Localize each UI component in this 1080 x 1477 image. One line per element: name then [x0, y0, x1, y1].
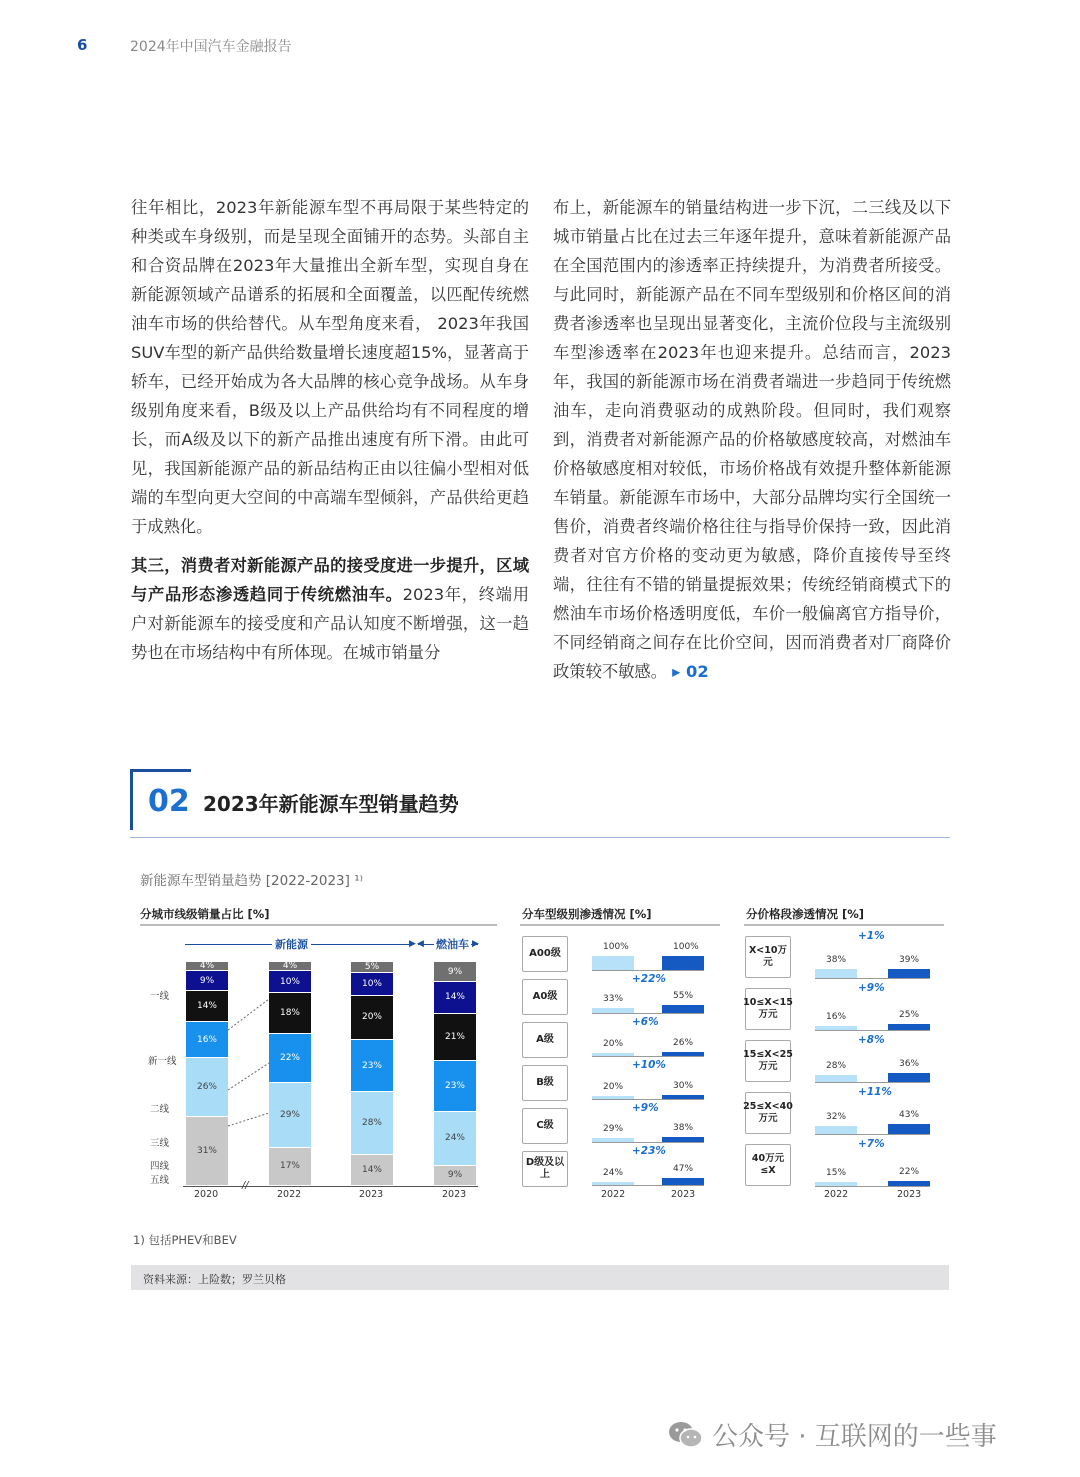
page-number: 6 — [77, 36, 88, 54]
bar-segment: 31% — [186, 1117, 228, 1185]
ice-group-label: 燃油车 — [436, 938, 469, 951]
bar-segment: 26% — [186, 1058, 228, 1115]
bar-segment: 17% — [269, 1148, 311, 1185]
bar-segment: 9% — [186, 971, 228, 990]
arrow-right-icon: ▶ — [472, 939, 479, 949]
bar-value-label: 25% — [899, 1010, 920, 1020]
bar-segment: 22% — [269, 1034, 311, 1082]
bar-segment: 5% — [351, 962, 393, 972]
paragraph-rest: 2023年，终端用户对新能源车的接受度和产品认知度不断增强，这一趋势也在市场结构中有所体现。在城市销量分 — [131, 585, 529, 662]
bar-segment: 14% — [351, 1155, 393, 1185]
bar-segment: 23% — [351, 1040, 393, 1091]
wechat-icon — [668, 1420, 704, 1448]
row-label: A0级 — [522, 979, 568, 1015]
bar-value-label: 20% — [603, 1039, 624, 1049]
row-baseline — [815, 1186, 930, 1187]
bar-value-label: 43% — [899, 1109, 920, 1120]
bar-value-label: 38% — [673, 1122, 694, 1133]
tier-label: 新一线 — [148, 1056, 177, 1067]
row-label: 25≤X<40万元 — [745, 1092, 791, 1134]
bar-value-label: 28% — [826, 1061, 847, 1072]
row-baseline — [592, 1185, 704, 1186]
bar-value-label: 20% — [603, 1082, 624, 1092]
bar-value-label: 29% — [603, 1123, 624, 1134]
section-divider — [130, 837, 950, 838]
bar-segment: 9% — [434, 1166, 476, 1185]
row-label: A级 — [522, 1022, 568, 1058]
bar-value-label: 33% — [603, 994, 624, 1005]
delta-label: +1% — [858, 930, 885, 942]
bar-segment: 14% — [434, 982, 476, 1012]
chart-title-underline — [520, 924, 720, 926]
bar — [815, 1126, 857, 1134]
running-title: 2024年中国汽车金融报告 — [130, 39, 292, 55]
bar-segment: 16% — [186, 1022, 228, 1057]
bar-segment: 14% — [186, 991, 228, 1021]
row-baseline — [592, 970, 704, 971]
bar-value-label: 39% — [899, 954, 920, 965]
delta-label: +9% — [858, 982, 885, 994]
bar — [888, 969, 930, 978]
bar — [888, 1073, 930, 1082]
arrow-right-icon: ▶ — [409, 939, 416, 949]
delta-label: +8% — [858, 1034, 885, 1046]
x-tick-label: 2023 — [442, 1189, 467, 1200]
row-label: 15≤X<25万元 — [745, 1040, 791, 1082]
row-label: B级 — [522, 1065, 568, 1101]
tier-label: 二线 — [150, 1104, 170, 1115]
tier-label: 一线 — [150, 991, 170, 1002]
x-tick-label: 2022 — [277, 1189, 302, 1200]
delta-label: +9% — [632, 1102, 659, 1114]
row-baseline — [592, 1056, 704, 1057]
row-baseline — [815, 1082, 930, 1083]
tier-label: 三线 — [150, 1138, 170, 1149]
bar — [815, 969, 857, 978]
bar-value-label: 38% — [826, 954, 847, 965]
x-tick-label: 2022 — [601, 1189, 626, 1200]
bar-segment: 20% — [351, 996, 393, 1040]
nev-group-label: 新能源 — [272, 936, 311, 952]
row-label: X<10万元 — [745, 936, 791, 978]
bar-segment: 24% — [434, 1112, 476, 1165]
chart-title-price: 分价格段渗透情况 [%] — [746, 907, 865, 921]
bar-value-label: 32% — [826, 1112, 847, 1123]
chart-title-class: 分车型级别渗透情况 [%] — [522, 907, 652, 921]
row-label: A00级 — [522, 936, 568, 972]
section-number: 02 — [148, 784, 190, 819]
bar-segment: 28% — [351, 1092, 393, 1154]
bar-segment: 10% — [351, 973, 393, 994]
x-tick-label: 2023 — [671, 1189, 696, 1200]
x-tick-label: 2023 — [897, 1189, 922, 1200]
axis-break: // — [242, 1180, 249, 1191]
bar-value-label: 100% — [673, 942, 699, 952]
delta-label: +7% — [858, 1138, 885, 1150]
bar-value-label: 30% — [673, 1080, 694, 1091]
paragraph-text: 布上，新能源车的销量结构进一步下沉，二三线及以下城市销量占比在过去三年逐年提升，意味着新能源产品在全国范围内的渗透率正持续提升，为消费者所接受。与此同时，新能源产品在不同车型级别和价格区间的消费者渗透率也呈现出显著变化，主流价位段与主流级别车型渗透率在2023年也迎来提升。总结而言，2023年，我国的新能源市场在消费者端进一步趋同于传统燃油车，走向消费驱动的成熟阶段。但同时，我们观察到，消费者对新能源产品的价格敏感度较高，对燃油车价格敏感度相对较低，市场价格战有效提升整体新能源车销量。新能源车市场中，大部分品牌均实行全国统一售价，消费者终端价格往往与指导价保持一致，因此消费者对官方价格的变动更为敏感，降价直接传导至终端，往往有不错的销量提振效果；传统经销商模式下的燃油车市场价格透明度低，车价一般偏离官方指导价，不同经销商之间存在比价空间，因而消费者对厂商降价政策较不敏感。 — [553, 198, 951, 681]
bar-segment: 9% — [434, 962, 476, 981]
section-title: 2023年新能源车型销量趋势 — [203, 792, 459, 816]
row-label: 10≤X<15万元 — [745, 988, 791, 1030]
tier-label: 五线 — [150, 1175, 170, 1186]
bar-value-label: 36% — [899, 1059, 920, 1070]
row-baseline — [815, 1030, 930, 1031]
bar — [662, 1005, 704, 1013]
x-axis — [183, 1186, 478, 1187]
delta-label: +10% — [632, 1059, 666, 1071]
row-baseline — [815, 1134, 930, 1135]
bar-segment: 4% — [186, 962, 228, 970]
bar-segment: 10% — [269, 971, 311, 992]
footnote: 1) 包括PHEV和BEV — [133, 1233, 237, 1247]
bar-segment: 29% — [269, 1083, 311, 1147]
bar-value-label: 100% — [603, 942, 629, 952]
source-text: 资料来源：上险数；罗兰贝格 — [143, 1273, 286, 1286]
bold-lead: 其三，消费者对新能源产品的接受度进一步提升，区域与产品形态渗透趋同于传统燃油车。 — [131, 556, 529, 604]
bar — [662, 1178, 704, 1185]
bar-segment: 23% — [434, 1061, 476, 1112]
row-baseline — [592, 1013, 704, 1014]
bar-value-label: 55% — [673, 991, 694, 1002]
delta-label: +11% — [858, 1086, 892, 1098]
row-label: D级及以上 — [522, 1151, 568, 1187]
arrow-left-icon: ◀ — [417, 939, 424, 949]
paragraph — [553, 193, 951, 686]
delta-label: +22% — [632, 973, 666, 985]
x-tick-label: 2022 — [824, 1189, 849, 1200]
bar-value-label: 24% — [603, 1167, 624, 1178]
tier-label: 四线 — [150, 1161, 170, 1172]
bar — [888, 1124, 930, 1134]
text-column-right — [553, 193, 951, 696]
bar-value-label: 15% — [826, 1168, 847, 1179]
row-baseline — [592, 1142, 704, 1143]
chart-title-underline — [140, 924, 497, 926]
bar-segment: 21% — [434, 1014, 476, 1060]
paragraph — [131, 551, 529, 667]
row-baseline — [592, 1099, 704, 1100]
bar-value-label: 47% — [673, 1164, 694, 1175]
figure-reference-link[interactable]: ▸ 02 — [672, 662, 709, 681]
chart-title-city-tier: 分城市线级销量占比 [%] — [140, 907, 270, 921]
watermark-text: 公众号 · 互联网的一些事 — [712, 1422, 997, 1452]
bar — [662, 956, 704, 970]
bar — [592, 956, 634, 970]
bar — [815, 1075, 857, 1082]
chart-title-underline — [744, 924, 944, 926]
delta-label: +23% — [632, 1145, 666, 1157]
figure-subtitle: 新能源车型销量趋势 [2022-2023] ¹⁾ — [140, 873, 363, 889]
paragraph: 往年相比，2023年新能源车型不再局限于某些特定的种类或车身级别，而是呈现全面铺开的态势。头部自主和合资品牌在2023年大量推出全新车型，实现自身在新能源领域产品谱系的拓展和全面覆盖，以匹配传统燃油车市场的供给替代。从车型角度来看， 2023年我国SUV车型的新产品供给数量增长速度超15%，显著高于轿车，已经开始成为各大品牌的核心竞争战场。从车身级别角度来看，B级及以上产品供给均有不同程度的增长，而A级及以下的新产品推出速度有所下滑。由此可见，我国新能源产品的新品结构正由以往偏小型相对低端的车型向更大空间的中高端车型倾斜，产品供给更趋于成熟化。 — [131, 198, 529, 536]
bar-segment: 18% — [269, 993, 311, 1032]
x-tick-label: 2023 — [359, 1189, 384, 1200]
bar-value-label: 26% — [673, 1038, 694, 1049]
bar-value-label: 22% — [899, 1166, 920, 1177]
delta-label: +6% — [632, 1016, 659, 1028]
row-label: 40万元≤X — [745, 1144, 791, 1186]
x-tick-label: 2020 — [194, 1189, 219, 1200]
bar-segment: 4% — [269, 962, 311, 970]
bar-value-label: 16% — [826, 1012, 847, 1023]
row-baseline — [815, 978, 930, 979]
text-column-left — [131, 193, 529, 677]
row-label: C级 — [522, 1108, 568, 1144]
